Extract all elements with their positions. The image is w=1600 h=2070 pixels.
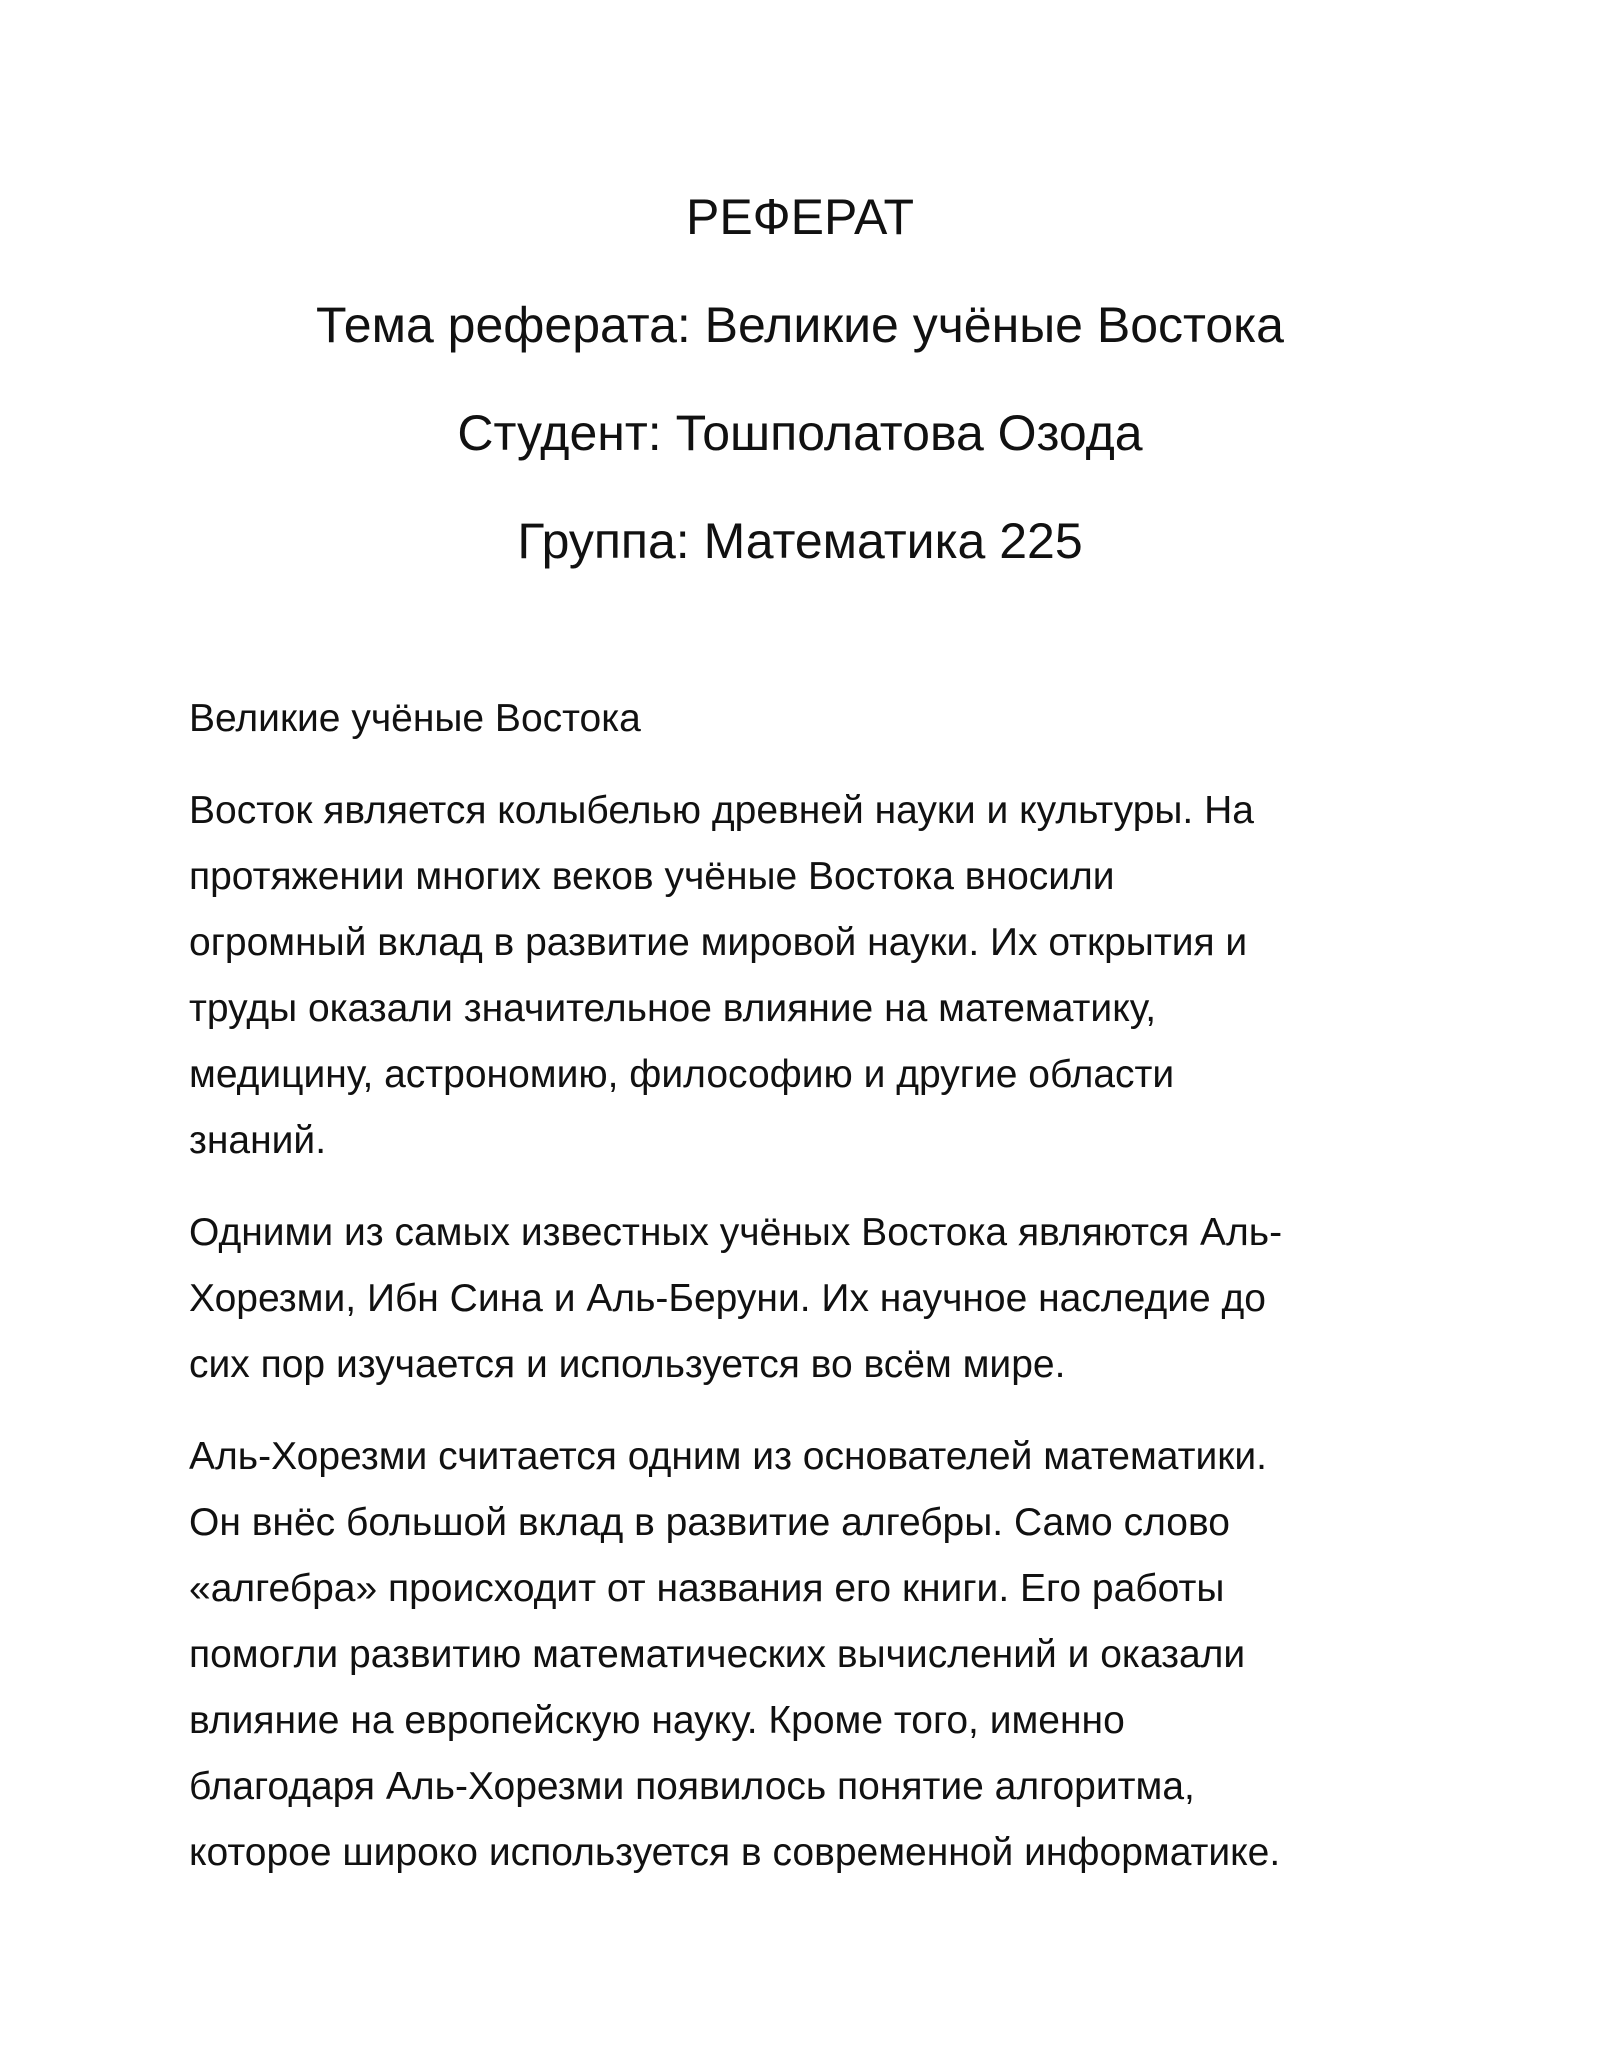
paragraph-line: Хорезми, Ибн Сина и Аль-Беруни. Их научное наследие до (189, 1277, 1266, 1320)
paragraph-line: медицину, астрономию, философию и другие области (189, 1053, 1175, 1096)
paragraph-line: Одними из самых известных учёных Востока являются Аль- (189, 1211, 1283, 1254)
paragraph-line: влияние на европейскую науку. Кроме того, именно (189, 1699, 1125, 1742)
paragraph-line: «алгебра» происходит от названия его книги. Его работы (189, 1567, 1225, 1610)
group-line: Группа: Математика 225 (517, 513, 1083, 569)
paragraph-line: которое широко используется в современной информатике. (189, 1831, 1281, 1874)
paragraph-line: Он внёс большой вклад в развитие алгебры. Само слово (189, 1501, 1230, 1544)
paragraph-line: знаний. (189, 1119, 327, 1162)
paragraph-line: огромный вклад в развитие мировой науки. Их открытия и (189, 921, 1248, 964)
paragraph-line: сих пор изучается и используется во всём мире. (189, 1343, 1066, 1386)
paragraph-scholars (189, 1200, 1429, 1398)
paragraph-line: труды оказали значительное влияние на математику, (189, 987, 1157, 1030)
document-type-title: РЕФЕРАТ (685, 189, 915, 245)
paragraph-line: Аль-Хорезми считается одним из основателей математики. (189, 1435, 1267, 1478)
paragraph-line: помогли развитию математических вычислений и оказали (189, 1633, 1246, 1676)
document-body (189, 686, 1429, 1912)
topic-line: Тема реферата: Великие учёные Востока (316, 297, 1284, 353)
paragraph-line: протяжении многих веков учёные Востока вносили (189, 855, 1115, 898)
student-line: Студент: Тошполатова Озода (457, 405, 1143, 461)
paragraph-intro (189, 778, 1429, 1174)
paragraph-line: благодаря Аль-Хорезми появилось понятие алгоритма, (189, 1765, 1195, 1808)
title-block (0, 188, 1600, 620)
paragraph-al-khwarizmi (189, 1424, 1429, 1886)
paragraph-line: Восток является колыбелью древней науки и культуры. На (189, 789, 1254, 832)
section-heading: Великие учёные Востока (189, 697, 641, 740)
